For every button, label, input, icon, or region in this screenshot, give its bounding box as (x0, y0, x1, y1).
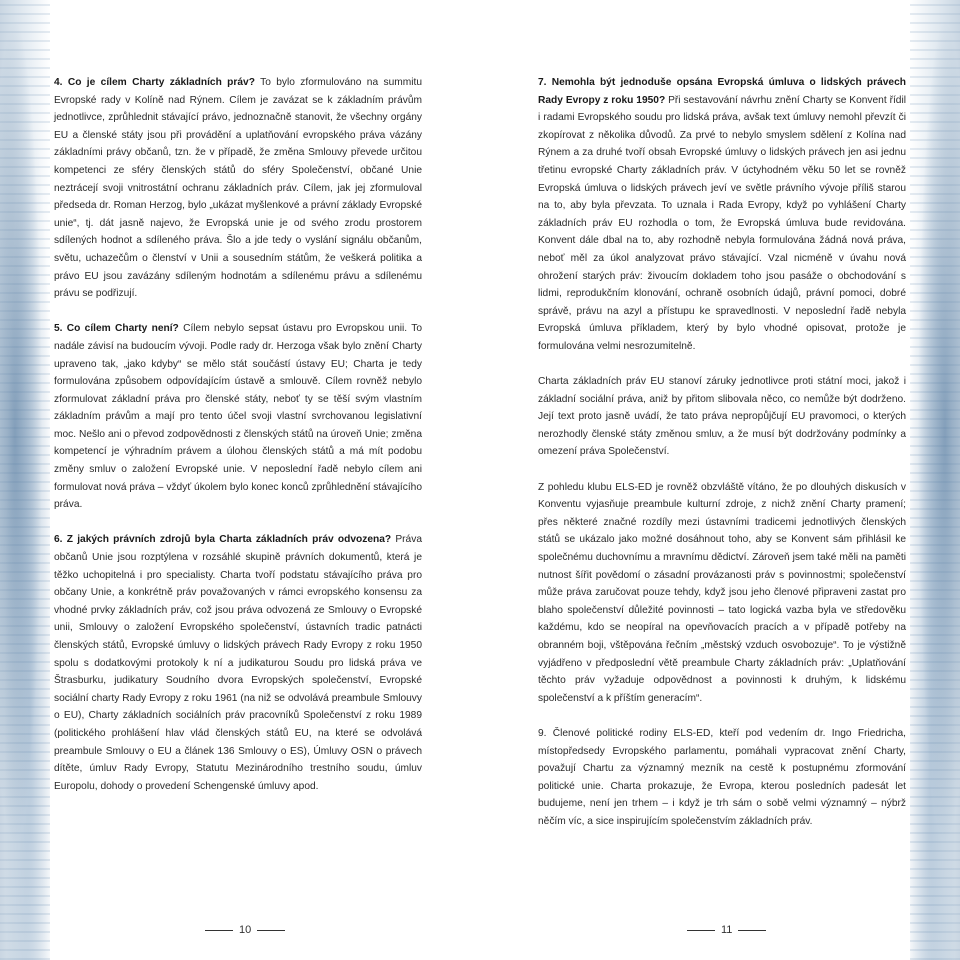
section-6-paragraph (54, 531, 422, 795)
section-4-text: To bylo zformulováno na summitu Evropské rady v Kolíně nad Rýnem. Cílem je zavázat se k základním právům jednotlivce, zprůhlednit stávající právo, jednoznačně stanovit, že všechny orgány EU a členské státy jsou při provádění a uplatňování evropského práva vázány základními právy občanů, tzn. že v případě, že změna Smlouvy převede určitou kompetenci ze sféry členských států do sféry Společenství, občané Unie neztrácejí svoji vnitrostátní ochranu základních práv. Cílem, jak jej zformuloval předseda dr. Roman Herzog, bylo „ukázat myšlenkové a právní základy Evropské unie“, tj. dát jasně najevo, že Evropská unie je od svého zrodu prostorem sdílených hodnot a sdíleného práva. Šlo a jde tedy o vyslání signálu občanům, světu, uchazečům o členství v Unii a sousedním státům, že veškerá politika a právo EU jsou zavázány sdíleným hodnotám a sdílenému právu a sdílenému právu se podřizují. (54, 77, 422, 300)
left-page-column (54, 74, 422, 795)
page-number-right (687, 922, 766, 938)
right-page-column (538, 74, 906, 831)
page-number-left-text: 10 (239, 924, 252, 936)
right-decorative-edge (910, 0, 960, 960)
page-number-right-text: 11 (721, 924, 733, 936)
section-5-text: Cílem nebylo sepsat ústavu pro Evropskou unii. To nadále závisí na budoucím vývoji. Podle rady dr. Herzoga však bylo znění Charty upraveno tak, „jako kdyby“ se mělo stát součástí ústavy EU; Charta je tedy formulována způsobem odpovídajícím ústavě a smlouvě. Cílem rovněž nebylo zformulovat základní práva pro členské státy, neboť ty se těší svým vlastním základním právům a mají pro tento účel svoji vlastní svrchovanou legislativní moc. Nešlo ani o převod zodpovědnosti z členských států na úroveň Unie; změna kompetencí je výhradním právem a úlohou členských států a má mít podobu změny smluv o založení Evropské unie. V neposlední řadě nebylo cílem ani formulovat nová práva – vždyť úkolem bylo konec konců zprůhlednění stávajícího práva. (54, 323, 422, 511)
section-4-heading: 4. Co je cílem Charty základních práv? (54, 77, 255, 88)
section-8b-paragraph: Z pohledu klubu ELS-ED je rovněž obzvláště vítáno, že po dlouhých diskusích v Konventu vyjasňuje preambule kulturní zdroje, z nichž znění Charty pramení; přes některé značné rozdíly mezi ústavními tradicemi jednotlivých členských států se ukázalo jako možné dosáhnout toho, aby se Konvent sám přihlásil ke společnému duchovnímu a mravnímu dědictví. Zároveň jsem také měli na paměti nutnost šířit povědomí o zásadní provázanosti práv s povinnostmi; společenství může práva zaručovat pouze tehdy, když jsou jeho členové připraveni zastat pro blaho společenství důležité povinnosti – tato logická vazba byla ve středověku každému, kdo se neopíral na opevňovacích pracích a v případě potřeby na obranném boji, vštěpována řečním „městský vzduch osvobozuje“. To je výstižně vyjádřeno v předposlední větě preambule Charty základních práv: „Uplatňování těchto práv vyžaduje odpovědnost a povinnosti k druhým, k lidskému společenství a k příštím generacím“. (538, 481, 906, 704)
section-7-heading: 7. Nemohla být jednoduše opsána Evropská úmluva o lidských právech Rady Evropy z roku 1950? (538, 77, 906, 106)
section-7-paragraph (538, 74, 906, 356)
section-4-paragraph (54, 74, 422, 303)
folio-rule (738, 930, 766, 931)
section-7-text: Při sestavování návrhu znění Charty se Konvent řídil i radami Evropského soudu pro lidská práva, avšak text úmluvy nemohl převzít či zkopírovat z několika důvodů. Za prvé to nebylo smyslem sdělení z Kolína nad Rýnem a za druhé tvoří obsah Evropské úmluvy o lidských právech jen asi jednu třetinu evropské Charty základních práv. V úctyhodném věku 50 let se rovněž Evropská úmluva o lidských právech jeví ve světle právního vývoje příliš starou na to, aby byla převzata. To uznala i Rada Evropy, když po vyhlášení Charty základních práv EU rozhodla o tom, že Evropská úmluva bude revidována. Konvent dále dbal na to, aby rozhodně nebyla formulována žádná nová práva, neboť měl za úkol analyzovat právo stávající. Vzal nicméně v úvahu nová ohrožení starých práv: živoucím dokladem toho jsou pasáže o obchodování s lidmi, reprodukčním klonování, ochraně osobních údajů, právní pomoci, dobré správě, právu na azyl a přístupu ke spravedlnosti. V neposlední řadě nebyla Evropská úmluva příkladem, který by bylo vhodné opisovat, protože je formulována velmi nesrozumitelně. (538, 94, 906, 352)
folio-rule (205, 930, 233, 931)
section-5-paragraph (54, 320, 422, 514)
section-8-paragraph: Charta základních práv EU stanoví záruky jednotlivce proti státní moci, jakož i základní sociální práva, aniž by přitom slibovala něco, co nemůže být dodrženo. Její text proto jasně uvádí, že tato práva nepropůjčují EU pravomoci, o kterých nerozhodly členské státy změnou smluv, a že musí být dodržovány podmínky a omezení práva Společenství. (538, 376, 906, 458)
section-6-text: Práva občanů Unie jsou rozptýlena v rozsáhlé skupině právních dokumentů, která je těžko uchopitelná i pro specialisty. Charta tvoří podstatu stávajícího práva pro občany Unie, a konkrétně práv považovaných v rámci evropského konsensu za vhodné prvky základních práv, což jsou práva odvozená ze Smlouvy o Evropské unii, Smlouvy o založení Evropského společenství, ústavních tradic patnácti členských států, Evropské úmluvy o lidských právech Rady Evropy z roku 1950 spolu s dodatkovými protokoly k ní a judikaturou Soudu pro lidská práva ve Štrasburku, judikatury Soudního dvora Evropských společenství, Evropské sociální charty Rady Evropy z roku 1961 (na niž se odvolává preambule Smlouvy o EU), Charty základních sociálních práv pracovníků Společenství z roku 1989 (politického prohlášení hlav vlád členských států EU, na které se odvolává preambule Smlouvy o EU a článek 136 Smlouvy o ES), Úmluvy OSN o právech dítěte, úmluv Rady Evropy, Statutu Mezinárodního trestního soudu, úmluv Europolu, dohody o provedení Schengenské úmluvy apod. (54, 534, 422, 792)
folio-rule (687, 930, 715, 931)
section-9-paragraph: 9. Členové politické rodiny ELS-ED, kteří pod vedením dr. Ingo Friedricha, místopředsedy Evropského parlamentu, pomáhali vypracovat znění Charty, považují Chartu za významný mezník na cestě k postupnému zformování politické unie. Charta prokazuje, že Evropa, kterou posledních padesát let budujeme, není jen trhem – i když je trh sám o sobě velmi významný – nýbrž něčím víc, a sice inspirujícím společenstvím základních práv. (538, 727, 906, 827)
page-number-left (205, 922, 285, 938)
left-decorative-edge (0, 0, 50, 960)
section-6-heading: 6. Z jakých právních zdrojů byla Charta základních práv odvozena? (54, 534, 392, 546)
section-5-heading: 5. Co cílem Charty není? (54, 323, 179, 335)
folio-rule (257, 930, 285, 931)
